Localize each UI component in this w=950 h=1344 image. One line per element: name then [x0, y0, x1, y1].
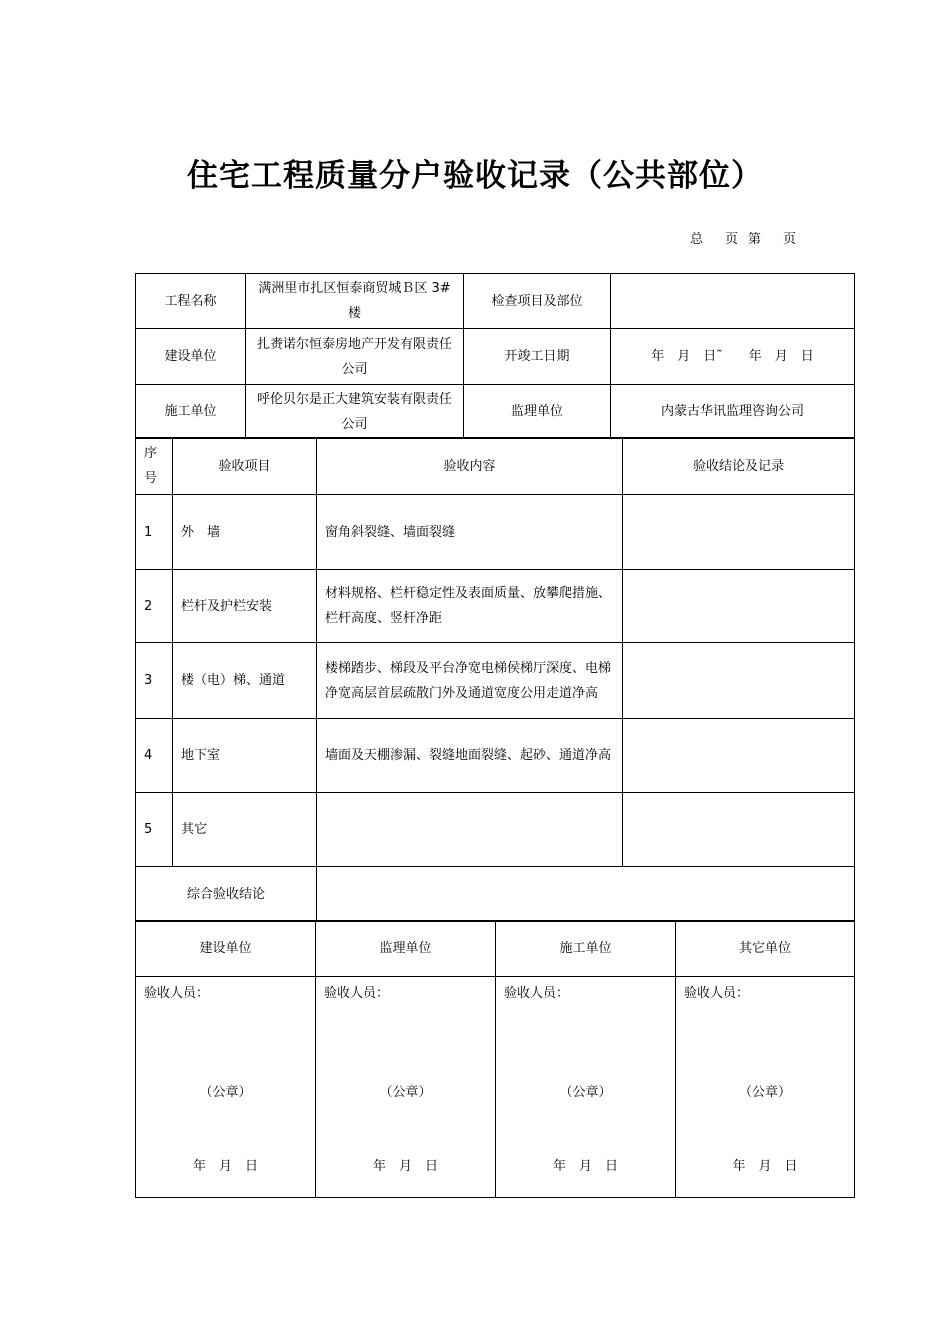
builder-value: 扎赉诺尔恒泰房地产开发有限责任公司 [246, 329, 464, 385]
inspector-label: 验收人员： [324, 986, 390, 1001]
row-result [623, 495, 855, 570]
seq-header: 序号 [136, 438, 173, 495]
row-result [623, 643, 855, 719]
row-content [317, 793, 623, 867]
row-seq: 3 [136, 643, 173, 719]
seal-label: （公章） [738, 1085, 791, 1100]
document-title: 住宅工程质量分户验收记录（公共部位） [187, 158, 763, 194]
page-counter [690, 228, 796, 247]
sign-date: 年 月 日 [192, 1159, 258, 1174]
signatures-table [135, 920, 855, 1198]
page-label-2: 页 [783, 232, 797, 247]
check-item-label: 检查项目及部位 [464, 274, 611, 329]
content-header: 验收内容 [317, 438, 623, 495]
inspector-label: 验收人员： [144, 986, 210, 1001]
table-row [136, 570, 855, 643]
sign-date: 年 月 日 [372, 1159, 438, 1174]
contractor-value: 呼伦贝尔是正大建筑安装有限责任公司 [246, 385, 464, 439]
signature-block [136, 977, 316, 1198]
inspection-items-table [135, 437, 855, 867]
row-item: 地下室 [173, 719, 317, 793]
inspector-label: 验收人员： [504, 986, 570, 1001]
page-nth-label: 第 [748, 232, 762, 247]
project-info-table [135, 273, 855, 439]
check-item-value [611, 274, 855, 329]
contractor-label: 施工单位 [136, 385, 246, 439]
row-content: 墙面及天棚渗漏、裂缝地面裂缝、起砂、通道净高 [317, 719, 623, 793]
table-row [136, 643, 855, 719]
item-header: 验收项目 [173, 438, 317, 495]
seal-label: （公章） [379, 1085, 432, 1100]
row-seq: 2 [136, 570, 173, 643]
row-seq: 5 [136, 793, 173, 867]
builder-label: 建设单位 [136, 329, 246, 385]
table-row [136, 495, 855, 570]
supervisor-label: 监理单位 [464, 385, 611, 439]
table-row [136, 719, 855, 793]
signature-block [676, 977, 855, 1198]
row-seq: 4 [136, 719, 173, 793]
seal-label: （公章） [559, 1085, 612, 1100]
row-item: 外 墙 [173, 495, 317, 570]
conclusion-value [317, 867, 855, 922]
signature-block [496, 977, 676, 1198]
page-total-label: 总 [690, 232, 704, 247]
construction-date-value: 年 月 日˜ 年 月 日 [611, 329, 855, 385]
row-content: 窗角斜裂缝、墙面裂缝 [317, 495, 623, 570]
page-label: 页 [725, 232, 739, 247]
signature-block [316, 977, 496, 1198]
sign-date: 年 月 日 [732, 1159, 798, 1174]
conclusion-label: 综合验收结论 [136, 867, 317, 922]
project-name-label: 工程名称 [136, 274, 246, 329]
sign-unit-contractor: 施工单位 [496, 921, 676, 977]
project-name-value: 满洲里市扎区恒泰商贸城Ｂ区 3#楼 [246, 274, 464, 329]
row-item: 其它 [173, 793, 317, 867]
construction-date-label: 开竣工日期 [464, 329, 611, 385]
sign-unit-builder: 建设单位 [136, 921, 316, 977]
sign-unit-supervisor: 监理单位 [316, 921, 496, 977]
row-result [623, 793, 855, 867]
row-content: 楼梯踏步、梯段及平台净宽电梯侯梯厅深度、电梯净宽高层首层疏散门外及通道宽度公用走道净高 [317, 643, 623, 719]
row-item: 栏杆及护栏安装 [173, 570, 317, 643]
row-result [623, 719, 855, 793]
row-item: 楼（电）梯、通道 [173, 643, 317, 719]
supervisor-value: 内蒙古华讯监理咨询公司 [611, 385, 855, 439]
sign-date: 年 月 日 [552, 1159, 618, 1174]
inspector-label: 验收人员： [684, 986, 750, 1001]
result-header: 验收结论及记录 [623, 438, 855, 495]
row-seq: 1 [136, 495, 173, 570]
table-row [136, 793, 855, 867]
conclusion-table [135, 866, 855, 922]
row-content: 材料规格、栏杆稳定性及表面质量、放攀爬措施、栏杆高度、竖杆净距 [317, 570, 623, 643]
row-result [623, 570, 855, 643]
sign-unit-other: 其它单位 [676, 921, 855, 977]
seal-label: （公章） [199, 1085, 252, 1100]
